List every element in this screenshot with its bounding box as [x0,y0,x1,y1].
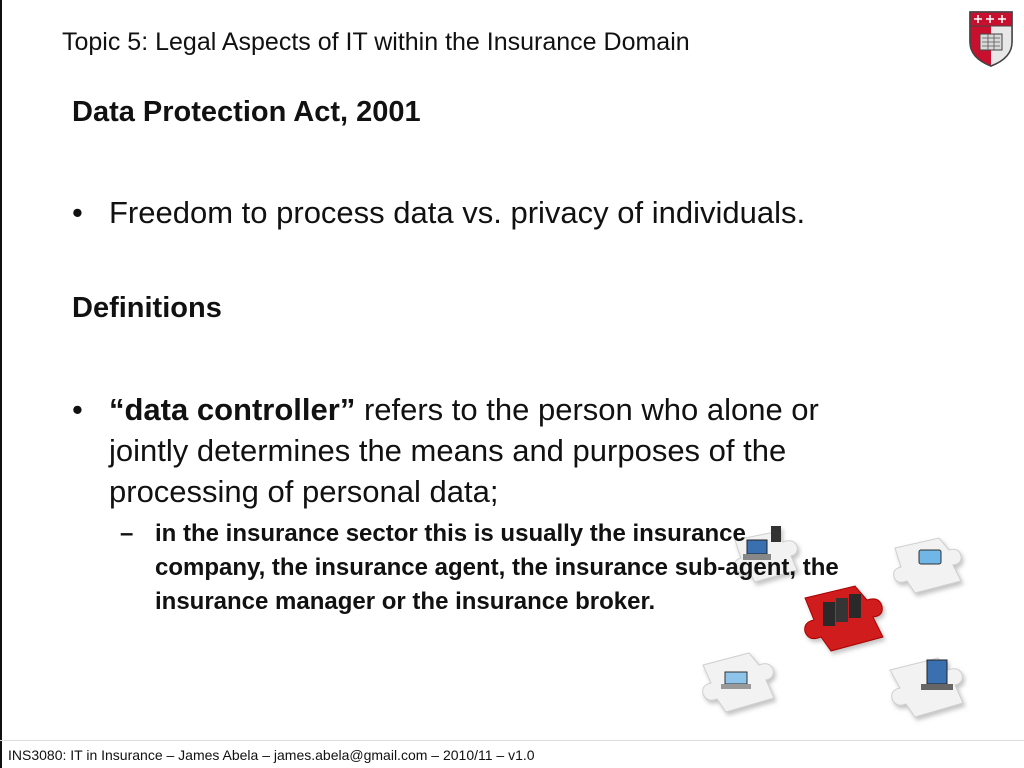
heading-data-protection-act: Data Protection Act, 2001 [72,96,421,128]
heading-definitions: Definitions [72,292,222,324]
bullet-text: Freedom to process data vs. privacy of individuals. [109,195,806,230]
bullet-dot: • [72,195,83,230]
sub-bullet-text: in the insurance sector this is usually the insurance company, the insurance agent, the insurance sub-agent, the insurance manager or the insurance broker. [155,520,839,615]
dash-bullet: – [120,520,134,547]
bullet-dot: • [72,392,83,427]
bullet-text [109,389,869,512]
university-crest-icon [968,10,1014,68]
slide-title: Topic 5: Legal Aspects of IT within the Insurance Domain [62,28,690,56]
slide-border [0,0,2,768]
definition-text: refers to the person who alone or jointly determines the means and purposes of the processing of personal data; [109,392,819,509]
footer-text: INS3080: IT in Insurance – James Abela – james.abela@gmail.com – 2010/11 – v1.0 [8,747,535,763]
term-data-controller: “data controller” [109,392,356,427]
